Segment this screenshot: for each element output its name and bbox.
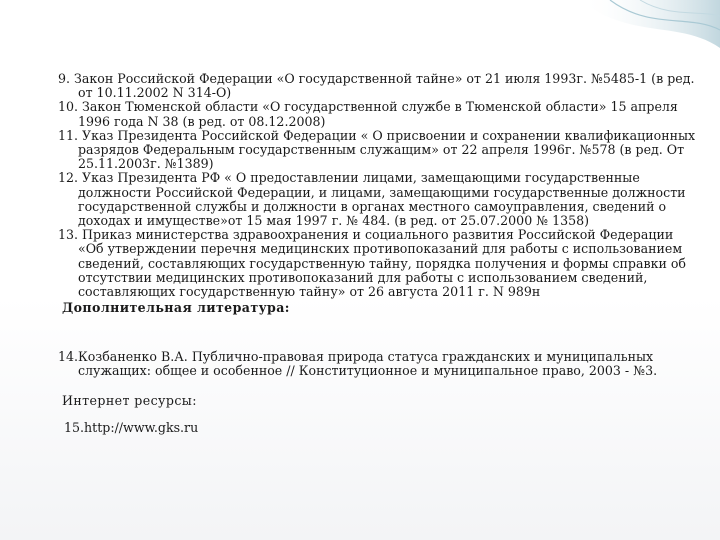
- additional-literature-item: 14.Козбаненко В.А. Публично-правовая природа статуса гражданских и муниципальных служащих: общее и особенное // Конституционное и муниципальное право, 2003 - №3.: [58, 349, 658, 379]
- spacer: [58, 378, 698, 392]
- spacer: [58, 328, 698, 350]
- references-list: [58, 72, 698, 448]
- internet-resources-heading: Интернет ресурсы:: [62, 393, 197, 409]
- reference-item: 11. Указ Президента Российской Федерации « О присвоении и сохранении квалификационных разрядов Федеральным государственным служащим» от 22 апреля 1996г. №578 (в ред. От 25.11.2003г. №1389): [58, 127, 696, 172]
- reference-item: 13. Приказ министерства здравоохранения и социального развития Российской Федерации «Об утверждении перечня медицинских противопоказаний для работы с использованием сведений, составляющих государственную тайну, порядка получения и формы справки об отсутствии медицинских противопоказаний для работы с использованием сведений, составляющих государственную тайну» от 26 августа 2011 г. N 989н: [58, 227, 687, 300]
- internet-resource-link[interactable]: 15.http://www.gks.ru: [64, 420, 199, 436]
- reference-item: 12. Указ Президента РФ « О предоставлении лицами, замещающими государственные должности Российской Федерации, и лицами, замещающими государственные должности государственной службы и должности в органах местного самоуправления, сведений о доходах и имуществе»от 15 мая 1997 г. № 484. (в ред. от 25.07.2000 № 1358): [58, 170, 686, 229]
- additional-literature-heading: Дополнительная литература:: [62, 300, 290, 316]
- reference-item: 9. Закон Российской Федерации «О государственной тайне» от 21 июля 1993г. №5485-1 (в ред. от 10.11.2002 N 314-О): [58, 71, 695, 101]
- reference-item: 10. Закон Тюменской области «О государственной службе в Тюменской области» 15 апреля 1996 года N 38 (в ред. от 08.12.2008): [58, 99, 678, 129]
- corner-decoration: [570, 0, 720, 60]
